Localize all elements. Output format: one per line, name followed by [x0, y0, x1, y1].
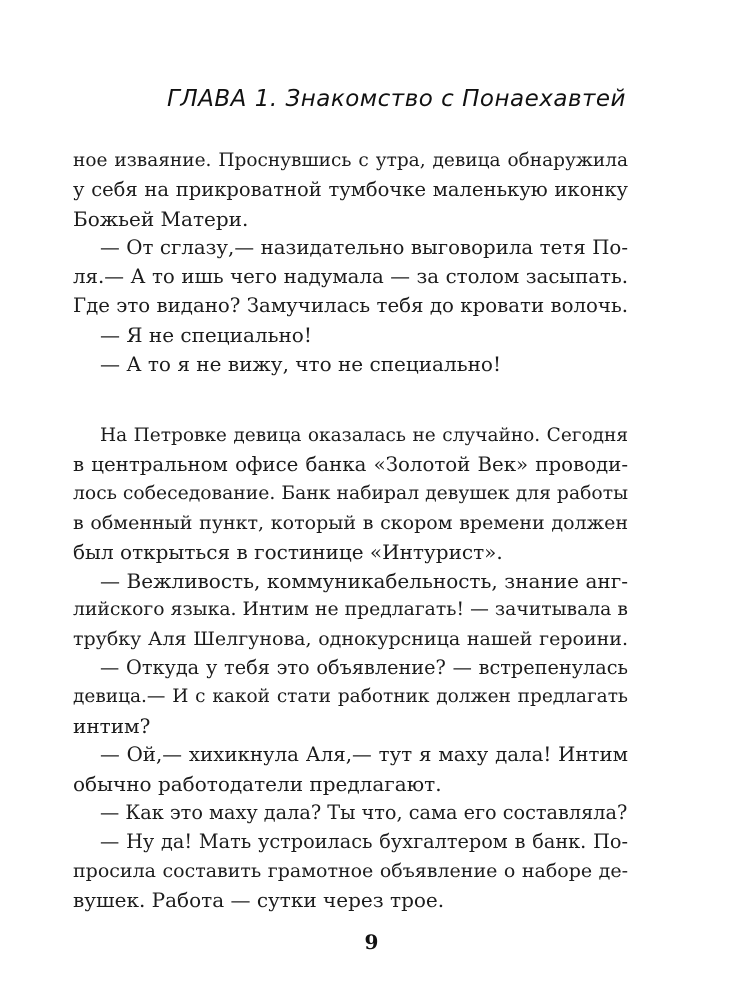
- text-line: был открыться в гостинице «Интурист».: [73, 540, 503, 564]
- text-line: просила составить грамотное объявление о наборе де-: [73, 860, 628, 882]
- text-line: Божьей Матери.: [73, 207, 249, 231]
- text-line: — А то я не вижу, что не специально!: [100, 352, 501, 376]
- page-number: 9: [364, 930, 379, 954]
- text-line: вушек. Работа — сутки через трое.: [73, 888, 445, 912]
- text-line: ное изваяние. Проснувшись с утра, девица обнаружила: [73, 150, 628, 171]
- text-line: Где это видано? Замучилась тебя до кровати волочь.: [73, 294, 628, 317]
- text-line: — Ну да! Мать устроилась бухгалтером в банк. По-: [100, 830, 628, 853]
- text-line: — Я не специально!: [100, 323, 312, 347]
- text-line: обычно работодатели предлагают.: [73, 772, 442, 796]
- text-line: в центральном офисе банка «Золотой Век» проводи-: [73, 453, 628, 476]
- text-line: девица.— И с какой стати работник должен предлагать: [73, 686, 628, 707]
- text-line: трубку Аля Шелгунова, однокурсница нашей героини.: [73, 628, 628, 650]
- text-line: — Как это маху дала? Ты что, сама его составляла?: [100, 801, 628, 824]
- text-line: — Ой,— хихикнула Аля,— тут я маху дала! Интим: [100, 743, 628, 766]
- text-line: лийского языка. Интим не предлагать! — зачитывала в: [73, 599, 628, 620]
- text-line: лось собеседование. Банк набирал девушек для работы: [73, 483, 628, 504]
- text-line: — Откуда у тебя это объявление? — встрепенулась: [100, 656, 628, 679]
- text-line: — От сглазу,— назидательно выговорила тетя По-: [100, 236, 628, 259]
- text-line: у себя на прикроватной тумбочке маленькую иконку: [73, 178, 628, 201]
- text-line: в обменный пункт, который в скором времени должен: [73, 512, 628, 534]
- text-line: — Вежливость, коммуникабельность, знание анг-: [100, 569, 628, 593]
- text-line: интим?: [73, 714, 151, 738]
- text-line: ля.— А то ишь чего надумала — за столом засыпать.: [73, 265, 628, 288]
- chapter-running-head: ГЛАВА 1. Знакомство с Понаехавтей: [167, 86, 626, 112]
- text-line: На Петровке девица оказалась не случайно. Сегодня: [100, 425, 628, 446]
